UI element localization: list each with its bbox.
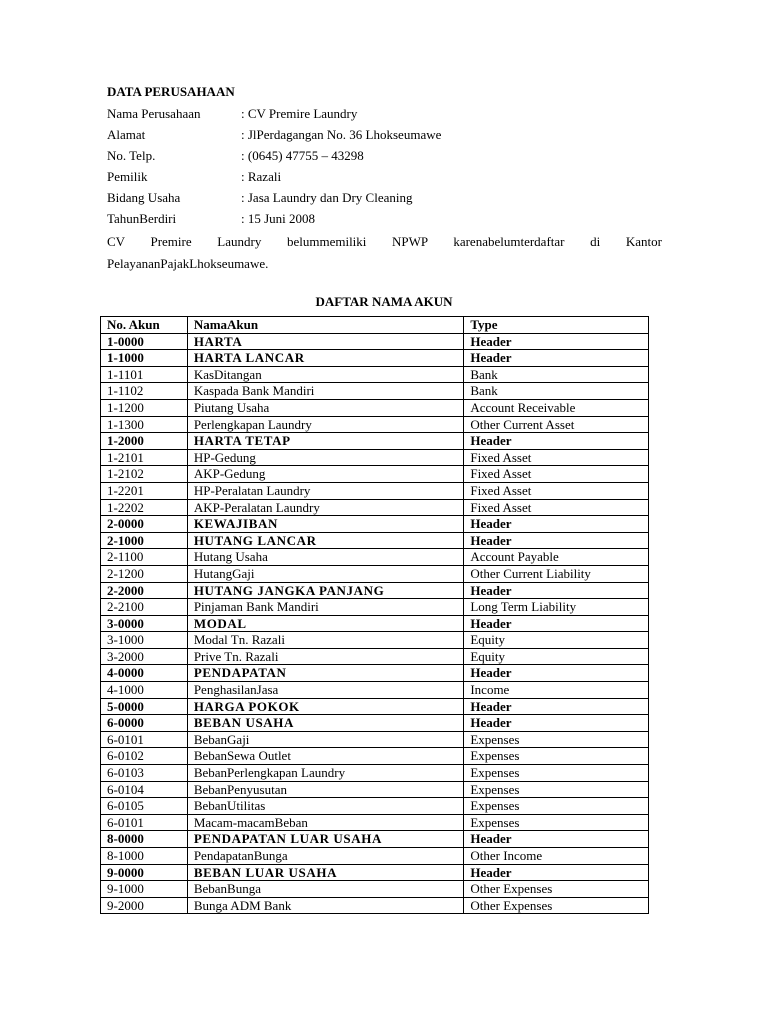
account-type-cell: Header: [464, 582, 649, 599]
account-type-cell: Expenses: [464, 765, 649, 782]
accounts-table-body: [101, 333, 649, 914]
info-value: : Jasa Laundry dan Dry Cleaning: [241, 190, 413, 205]
column-header-type: Type: [464, 317, 649, 334]
company-heading: DATA PERUSAHAAN: [107, 84, 235, 99]
info-row-owner: [107, 167, 281, 187]
account-type-cell: Other Current Asset: [464, 416, 649, 433]
account-number-cell: 6-0101: [101, 731, 188, 748]
account-type-cell: Fixed Asset: [464, 482, 649, 499]
account-name-cell: HUTANG JANGKA PANJANG: [187, 582, 464, 599]
account-name-cell: KEWAJIBAN: [187, 516, 464, 533]
account-type-cell: Equity: [464, 648, 649, 665]
account-type-cell: Header: [464, 516, 649, 533]
account-number-cell: 8-0000: [101, 831, 188, 848]
account-type-cell: Expenses: [464, 814, 649, 831]
account-type-cell: Header: [464, 831, 649, 848]
account-type-cell: Income: [464, 682, 649, 699]
table-row: [101, 366, 649, 383]
account-number-cell: 1-0000: [101, 333, 188, 350]
account-name-cell: HP-Gedung: [187, 449, 464, 466]
account-number-cell: 1-2000: [101, 433, 188, 450]
account-name-cell: BEBAN LUAR USAHA: [187, 864, 464, 881]
table-row: [101, 549, 649, 566]
info-label: Bidang Usaha: [107, 190, 181, 205]
account-name-cell: Macam-macamBeban: [187, 814, 464, 831]
table-row: [101, 482, 649, 499]
info-label: TahunBerdiri: [107, 211, 177, 226]
account-type-cell: Expenses: [464, 731, 649, 748]
table-row: [101, 897, 649, 914]
info-value: : 15 Juni 2008: [241, 211, 316, 226]
account-number-cell: 1-1200: [101, 399, 188, 416]
account-name-cell: BebanSewa Outlet: [187, 748, 464, 765]
account-type-cell: Header: [464, 864, 649, 881]
info-value: : Razali: [241, 169, 282, 184]
info-label: Nama Perusahaan: [107, 106, 201, 121]
account-number-cell: 2-2000: [101, 582, 188, 599]
account-type-cell: Header: [464, 715, 649, 732]
account-number-cell: 2-1100: [101, 549, 188, 566]
account-type-cell: Account Payable: [464, 549, 649, 566]
account-type-cell: Expenses: [464, 781, 649, 798]
account-type-cell: Fixed Asset: [464, 499, 649, 516]
account-type-cell: Header: [464, 532, 649, 549]
account-number-cell: 9-2000: [101, 897, 188, 914]
account-type-cell: Header: [464, 433, 649, 450]
account-number-cell: 1-1101: [101, 366, 188, 383]
account-name-cell: Modal Tn. Razali: [187, 632, 464, 649]
table-row: [101, 416, 649, 433]
account-type-cell: Other Income: [464, 848, 649, 865]
account-name-cell: HARTA TETAP: [187, 433, 464, 450]
table-row: [101, 648, 649, 665]
table-row: [101, 499, 649, 516]
account-number-cell: 1-2101: [101, 449, 188, 466]
table-row: [101, 765, 649, 782]
account-number-cell: 1-1300: [101, 416, 188, 433]
account-name-cell: Piutang Usaha: [187, 399, 464, 416]
account-type-cell: Fixed Asset: [464, 466, 649, 483]
info-value: : JlPerdagangan No. 36 Lhokseumawe: [241, 127, 442, 142]
account-number-cell: 6-0102: [101, 748, 188, 765]
table-row-header-account: [101, 532, 649, 549]
table-row: [101, 798, 649, 815]
account-name-cell: BebanPerlengkapan Laundry: [187, 765, 464, 782]
account-number-cell: 1-2202: [101, 499, 188, 516]
account-number-cell: 1-2201: [101, 482, 188, 499]
account-type-cell: Expenses: [464, 798, 649, 815]
npwp-note-line-1: CV Premire Laundry belummemiliki NPWP karenabelumterdaftar di Kantor: [107, 234, 662, 249]
account-name-cell: BebanBunga: [187, 881, 464, 898]
account-number-cell: 5-0000: [101, 698, 188, 715]
table-row-header-account: [101, 516, 649, 533]
table-row-header-account: [101, 864, 649, 881]
table-row: [101, 466, 649, 483]
table-row: [101, 731, 649, 748]
info-value: : CV Premire Laundry: [241, 106, 358, 121]
account-type-cell: Fixed Asset: [464, 449, 649, 466]
account-number-cell: 2-0000: [101, 516, 188, 533]
account-type-cell: Other Current Liability: [464, 565, 649, 582]
table-row-header-account: [101, 831, 649, 848]
account-type-cell: Header: [464, 350, 649, 367]
table-row-header-account: [101, 665, 649, 682]
account-name-cell: PendapatanBunga: [187, 848, 464, 865]
table-row-header-account: [101, 615, 649, 632]
account-type-cell: Account Receivable: [464, 399, 649, 416]
account-name-cell: Hutang Usaha: [187, 549, 464, 566]
account-name-cell: HARGA POKOK: [187, 698, 464, 715]
account-number-cell: 6-0000: [101, 715, 188, 732]
account-number-cell: 6-0104: [101, 781, 188, 798]
account-name-cell: HARTA: [187, 333, 464, 350]
account-type-cell: Bank: [464, 383, 649, 400]
table-row-header-account: [101, 350, 649, 367]
account-type-cell: Expenses: [464, 748, 649, 765]
account-name-cell: BebanGaji: [187, 731, 464, 748]
account-name-cell: AKP-Gedung: [187, 466, 464, 483]
table-row: [101, 399, 649, 416]
account-name-cell: Kaspada Bank Mandiri: [187, 383, 464, 400]
account-number-cell: 9-0000: [101, 864, 188, 881]
account-number-cell: 2-1200: [101, 565, 188, 582]
column-header-no: No. Akun: [101, 317, 188, 334]
info-label: Alamat: [107, 127, 146, 142]
account-type-cell: Header: [464, 333, 649, 350]
accounts-table-title: DAFTAR NAMA AKUN: [315, 294, 453, 309]
account-name-cell: MODAL: [187, 615, 464, 632]
table-row: [101, 682, 649, 699]
account-number-cell: 8-1000: [101, 848, 188, 865]
table-row: [101, 599, 649, 616]
info-row-business: [107, 188, 412, 208]
table-row: [101, 814, 649, 831]
account-name-cell: PENDAPATAN: [187, 665, 464, 682]
account-number-cell: 3-1000: [101, 632, 188, 649]
account-name-cell: HUTANG LANCAR: [187, 532, 464, 549]
account-number-cell: 1-2102: [101, 466, 188, 483]
table-row: [101, 449, 649, 466]
account-name-cell: Bunga ADM Bank: [187, 897, 464, 914]
account-name-cell: PenghasilanJasa: [187, 682, 464, 699]
account-name-cell: AKP-Peralatan Laundry: [187, 499, 464, 516]
account-type-cell: Header: [464, 615, 649, 632]
account-name-cell: Pinjaman Bank Mandiri: [187, 599, 464, 616]
account-type-cell: Other Expenses: [464, 881, 649, 898]
table-row-header-account: [101, 433, 649, 450]
account-number-cell: 2-2100: [101, 599, 188, 616]
info-row-address: [107, 125, 441, 145]
account-type-cell: Header: [464, 698, 649, 715]
account-name-cell: Perlengkapan Laundry: [187, 416, 464, 433]
account-number-cell: 6-0101: [101, 814, 188, 831]
account-name-cell: BEBAN USAHA: [187, 715, 464, 732]
table-row: [101, 383, 649, 400]
account-name-cell: BebanUtilitas: [187, 798, 464, 815]
info-row-company-name: [107, 104, 357, 124]
info-label: Pemilik: [107, 169, 148, 184]
table-row: [101, 848, 649, 865]
account-type-cell: Bank: [464, 366, 649, 383]
table-row: [101, 632, 649, 649]
account-number-cell: 2-1000: [101, 532, 188, 549]
account-name-cell: Prive Tn. Razali: [187, 648, 464, 665]
table-row-header-account: [101, 333, 649, 350]
account-type-cell: Header: [464, 665, 649, 682]
table-row-header-account: [101, 582, 649, 599]
info-value: : (0645) 47755 – 43298: [241, 148, 364, 163]
account-number-cell: 6-0103: [101, 765, 188, 782]
table-row: [101, 881, 649, 898]
account-number-cell: 3-0000: [101, 615, 188, 632]
npwp-note-line-2: PelayananPajakLhokseumawe.: [107, 256, 269, 271]
account-name-cell: HP-Peralatan Laundry: [187, 482, 464, 499]
account-type-cell: Long Term Liability: [464, 599, 649, 616]
accounts-table: [100, 316, 649, 914]
table-row: [101, 781, 649, 798]
account-number-cell: 1-1102: [101, 383, 188, 400]
account-number-cell: 4-0000: [101, 665, 188, 682]
table-row-header-account: [101, 698, 649, 715]
account-number-cell: 4-1000: [101, 682, 188, 699]
account-name-cell: HutangGaji: [187, 565, 464, 582]
account-name-cell: HARTA LANCAR: [187, 350, 464, 367]
account-name-cell: BebanPenyusutan: [187, 781, 464, 798]
account-number-cell: 9-1000: [101, 881, 188, 898]
account-number-cell: 1-1000: [101, 350, 188, 367]
account-type-cell: Other Expenses: [464, 897, 649, 914]
table-row: [101, 748, 649, 765]
column-header-name: NamaAkun: [187, 317, 464, 334]
info-label: No. Telp.: [107, 148, 156, 163]
account-type-cell: Equity: [464, 632, 649, 649]
info-row-founded: [107, 209, 315, 229]
table-header-row: [101, 317, 649, 334]
account-number-cell: 3-2000: [101, 648, 188, 665]
account-name-cell: PENDAPATAN LUAR USAHA: [187, 831, 464, 848]
info-row-phone: [107, 146, 364, 166]
table-row-header-account: [101, 715, 649, 732]
table-row: [101, 565, 649, 582]
account-number-cell: 6-0105: [101, 798, 188, 815]
account-name-cell: KasDitangan: [187, 366, 464, 383]
